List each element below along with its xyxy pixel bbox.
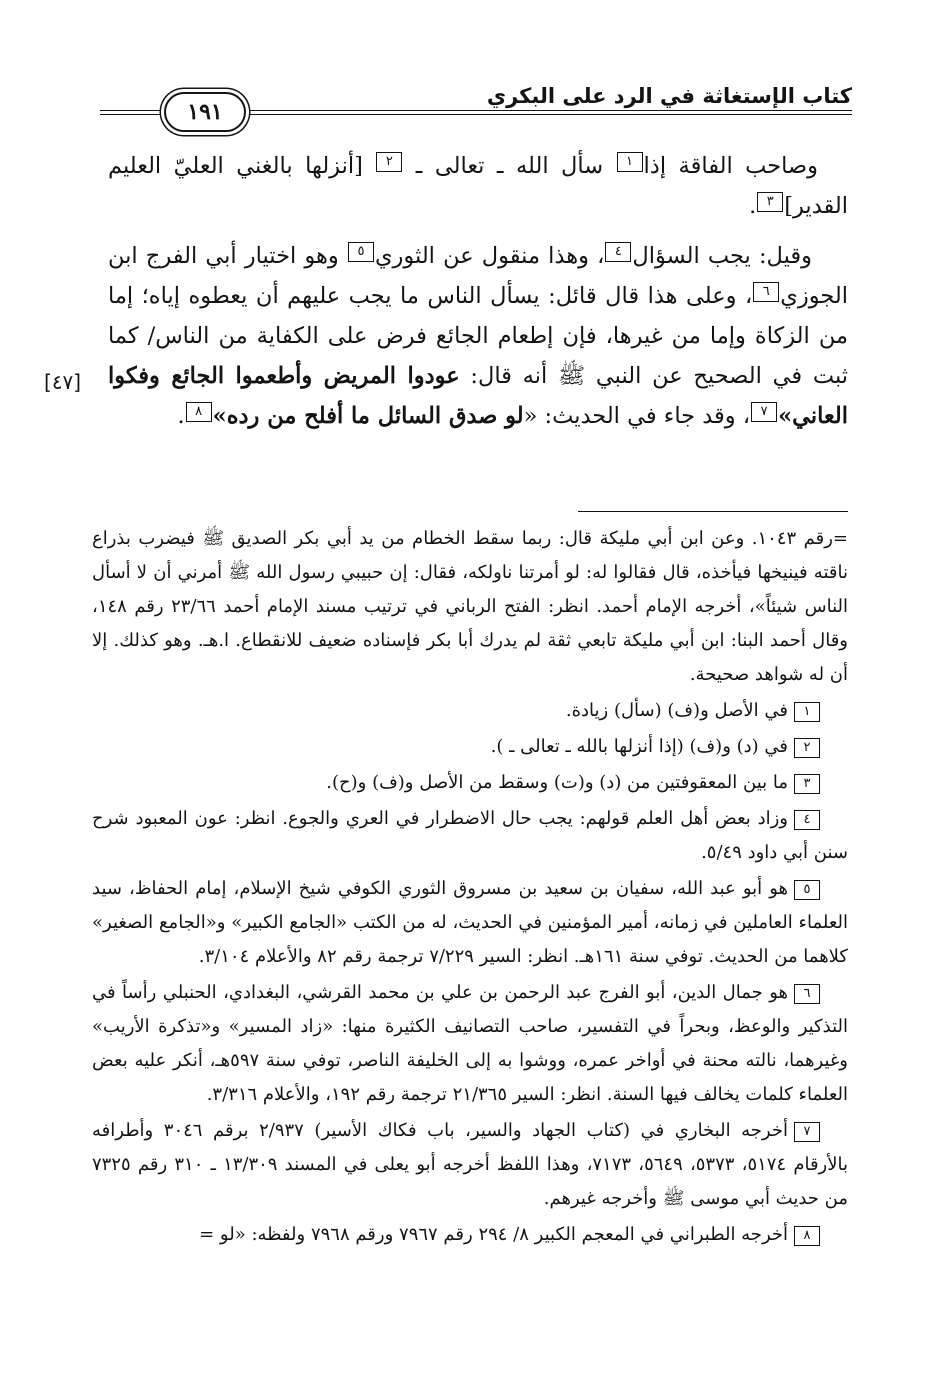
hadith-quote: عودوا المريض وأطعموا الجائع وفكوا العاني» (108, 363, 848, 429)
manuscript-folio-marker: [٤٧] (44, 370, 82, 394)
footnote (92, 976, 848, 1112)
footnote-number: ١ (794, 702, 820, 722)
footnote-continuation: =رقم ١٠٤٣. وعن ابن أبي مليكة قال: ربما سقط الخطام من يد أبي بكر الصديق ﷺ فيضرب بذراع ناقته فينيخها فيأخذه، قال فقالوا له: لو أمرتنا ناولكه، فقال: إن حبيبي رسول الله ﷺ أمرني أن لا أسأل الناس شيئاً»، أخرجه الإمام أحمد. انظر: الفتح الرباني في ترتيب مسند الإمام أحمد ٢٣/٦٦ رقم ١٤٨، وقال أحمد البنا: ابن أبي مليكة تابعي ثقة لم يدرك أبا بكر فإسناده ضعيف للانقطاع. ا.هـ. وهو كذلك. إلا أن له شواهد صحيحة. (92, 528, 848, 685)
footnote-ref: ٦ (753, 282, 779, 302)
page-header (100, 78, 852, 128)
footnote-ref: ٥ (348, 242, 374, 262)
footnote-number: ٦ (794, 984, 820, 1004)
footnote-ref: ١ (617, 152, 643, 172)
footnote-number: ٣ (794, 774, 820, 794)
footnote-number: ٥ (794, 880, 820, 900)
footnote-text: ما بين المعقوفتين من (د) و(ت) وسقط من الأصل و(ف) و(ح). (326, 772, 788, 793)
footnote-text: في الأصل و(ف) (سأل) زيادة. (565, 700, 788, 721)
text-run: ، وقد جاء في الحديث: « (523, 403, 751, 429)
footnote-ref: ٤ (605, 242, 631, 262)
footnote (92, 766, 848, 800)
footnote (92, 872, 848, 974)
footnote-text: أخرجه البخاري في (كتاب الجهاد والسير، باب فكاك الأسير) ٢/٩٣٧ برقم ٣٠٤٦ وأطرافه بالأرقام ٥١٧٤، ٥٣٧٣، ٥٦٤٩، ٧١٧٣، وهذا اللفظ أخرجه أبو يعلى في المسند ١٣/٣٠٩ ـ ٣١٠ رقم ٧٣٢٥ من حديث أبي موسى ﷺ وأخرجه غيرهم. (92, 1120, 849, 1209)
footnote-text: هو أبو عبد الله، سفيان بن سعيد بن مسروق الثوري الكوفي شيخ الإسلام، إمام الحفاظ، سيد العلماء العاملين في زمانه، أمير المؤمنين في الحديث، له من الكتب «الجامع الكبير» و«الجامع الصغير» كلاهما من الحديث. توفي سنة ١٦١هـ. انظر: السير ٧/٢٢٩ ترجمة رقم ٨٢ والأعلام ٣/١٠٤. (92, 878, 848, 967)
footnote-text: أخرجه الطبراني في المعجم الكبير ٨/ ٢٩٤ رقم ٧٩٦٧ ورقم ٧٩٦٨ ولفظه: «لو = (199, 1224, 788, 1245)
footnote-text: هو جمال الدين، أبو الفرج عبد الرحمن بن علي بن محمد القرشي، البغدادي، الحنبلي رأساً في التذكير والوعظ، وبحراً في التفسير، صاحب التصانيف الكثيرة منها: «زاد المسير» و«تذكرة الأريب» وغيرهما، نالته محنة في أواخر عمره، ووشوا به إلى الخليفة الناصر، توفي سنة ٥٩٧هـ، أنكر عليه بعض العلماء كلمات يخالف فيها السنة. انظر: السير ٢١/٣٦٥ ترجمة رقم ١٩٢، والأعلام ٣/٣١٦. (92, 982, 848, 1105)
footnote-number: ٤ (794, 810, 820, 830)
text-run: وصاحب الفاقة إذا (643, 153, 818, 179)
paragraph (108, 146, 848, 226)
header-rule-left (100, 110, 160, 115)
text-run: ، وهذا منقول عن الثوري (374, 243, 605, 269)
footnote-ref: ٧ (751, 402, 777, 422)
hadith-quote: لو صدق السائل ما أفلح من رده» (212, 403, 524, 429)
footnote-ref: ٨ (186, 402, 212, 422)
main-text (108, 146, 848, 446)
footnote (92, 694, 848, 728)
footnote (92, 802, 848, 870)
footnote-text: في (د) و(ف) (إذا أنزلها بالله ـ تعالى ـ ). (490, 736, 788, 757)
footnote-ref: ٢ (376, 152, 402, 172)
paragraph (108, 236, 848, 436)
text-run: . (749, 193, 757, 219)
footnote-number: ٢ (794, 738, 820, 758)
page-number: ١٩١ (164, 92, 246, 132)
book-title: كتاب الإستغاثة في الرد على البكري (486, 84, 852, 108)
header-rule-right (246, 110, 852, 115)
text-run: . (177, 403, 185, 429)
footnote-separator (578, 511, 848, 512)
footnote (92, 730, 848, 764)
footnote-number: ٨ (794, 1226, 820, 1246)
footnote-text: وزاد بعض أهل العلم قولهم: يجب حال الاضطرار في العري والجوع. انظر: عون المعبود شرح سنن أبي داود ٥/٤٩. (92, 808, 848, 863)
text-run: [أنزلها بالغني العليّ العليم القدير] (108, 153, 848, 219)
footnotes (92, 522, 848, 1254)
footnote (92, 1114, 848, 1216)
footnote (92, 1218, 848, 1252)
footnote-number: ٧ (794, 1122, 820, 1142)
text-run: وقيل: يجب السؤال (632, 243, 812, 269)
text-run: سأل الله ـ تعالى ـ (403, 153, 616, 179)
text-run: وهو اختيار أبي الفرج ابن الجوزي (108, 243, 848, 309)
footnote-ref: ٣ (757, 192, 783, 212)
text-run: ، وعلى هذا قال قائل: يسأل الناس ما يجب عليهم أن يعطوه إياه؛ إما من الزكاة وإما من غيرها، فإن إطعام الجائع فرض على الكفاية من الناس/ كما ثبت في الصحيح عن النبي ﷺ أنه قال: (108, 283, 849, 389)
